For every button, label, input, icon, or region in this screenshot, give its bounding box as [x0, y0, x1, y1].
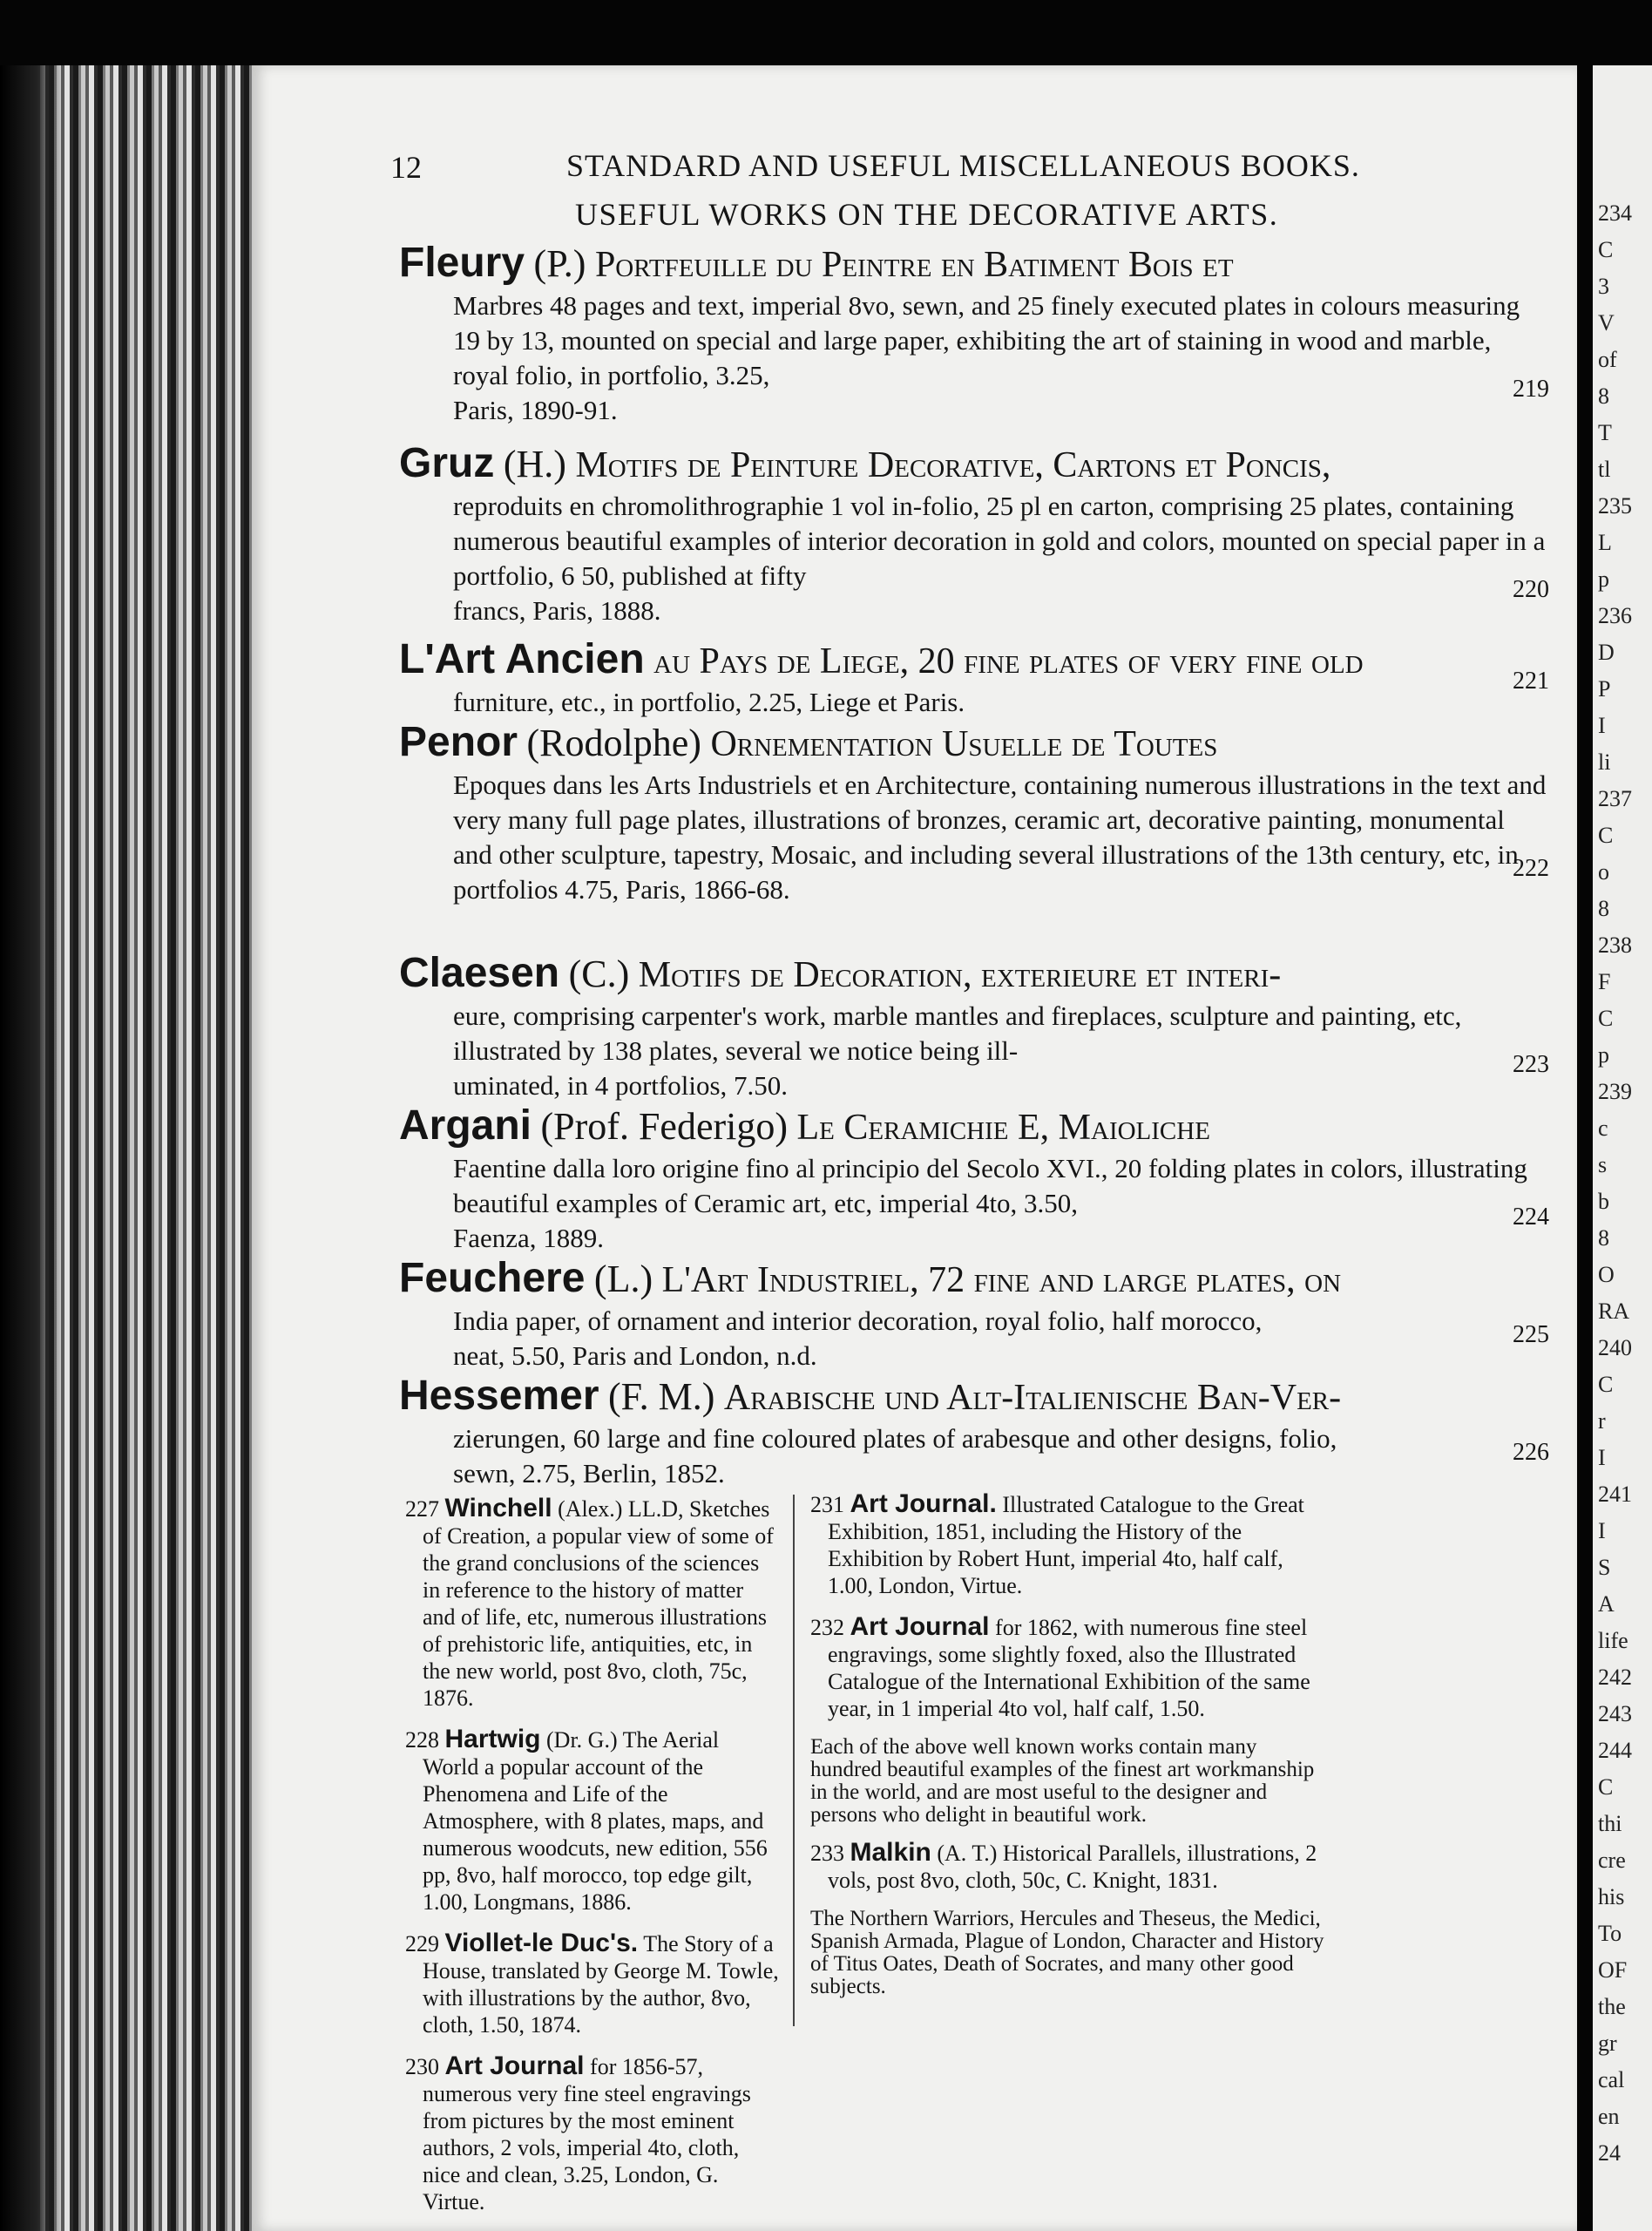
book-page: [253, 65, 1577, 2231]
entry-initials: (Rodolphe): [526, 722, 701, 764]
adjacent-page-text: C: [1598, 237, 1614, 262]
item-number: 228: [405, 1727, 439, 1753]
entry-place: uminated, in 4 portfolios, 7.50.: [453, 1070, 789, 1101]
adjacent-page-text: s: [1598, 1152, 1608, 1177]
item-title: Malkin: [850, 1838, 931, 1867]
entry-title: Ornementation Usuelle de Toutes: [710, 724, 1218, 764]
entry-number: 226: [1513, 1439, 1549, 1466]
entry-body: Marbres 48 pages and text, imperial 8vo, sewn, and 25 finely executed plates in colours measuring 19 by 13, mounted on special and large paper, exhibiting the art of staining in wood and marble, royal folio, in portfolio, 3.25,: [453, 290, 1520, 390]
item-text: (Alex.) LL.D, Sketches of Creation, a popular view of some of the grand conclusions of the sciences in reference to the history of matter and of life, etc, numerous illustrations of prehistoric life, antiquities, etc, in the new world, post 8vo, cloth, 75c, 1876.: [423, 1496, 774, 1711]
entry-220: [399, 440, 1549, 628]
entry-place: portfolios 4.75, Paris, 1866-68.: [453, 874, 790, 905]
entry-223: [399, 950, 1549, 1103]
entry-initials: (P.): [533, 242, 586, 285]
adjacent-page-text: thi: [1598, 1811, 1622, 1836]
left-column: [405, 1495, 780, 2229]
item-title: Winchell: [444, 1494, 552, 1522]
adjacent-page-text: O: [1598, 1262, 1615, 1287]
adjacent-page-text: en: [1598, 2104, 1620, 2129]
item-number: 230: [405, 2054, 439, 2079]
entry-initials: (F. M.): [608, 1375, 715, 1418]
adjacent-page-text: 236: [1598, 603, 1632, 628]
page-number: 12: [390, 150, 422, 185]
entry-body: eure, comprising carpenter's work, marble mantles and fireplaces, sculpture and painting, etc, illustrated by 138 plates, several we notice being ill-: [453, 1000, 1462, 1066]
adjacent-page-text: o: [1598, 859, 1609, 885]
adjacent-page-text: RA: [1598, 1299, 1630, 1324]
entry-author: Hessemer: [399, 1373, 599, 1419]
entry-number: 225: [1513, 1321, 1549, 1348]
entry-body: zierungen, 60 large and fine coloured plates of arabesque and other designs, folio,: [453, 1423, 1337, 1454]
adjacent-page-text: S: [1598, 1555, 1611, 1580]
entry-author: Gruz: [399, 440, 495, 486]
item-title: Viollet-le Duc's.: [444, 1929, 639, 1957]
entry-222: [399, 719, 1549, 907]
entry-place: francs, Paris, 1888.: [453, 595, 661, 626]
adjacent-page-text: I: [1598, 1518, 1606, 1543]
entry-body: reproduits en chromolithrographie 1 vol in-folio, 25 pl en carton, comprising 25 plates, containing numerous beautiful examples of interior decoration in gold and colors, mounted on special paper in a portfolio, 6 50, published at fifty: [453, 491, 1546, 591]
adjacent-page-text: T: [1598, 420, 1612, 445]
item-title: Hartwig: [444, 1725, 541, 1753]
entry-author: Claesen: [399, 950, 560, 996]
entry-title: Arabische und Alt-Italienische Ban-Ver-: [723, 1378, 1342, 1418]
adjacent-page-text: C: [1598, 823, 1614, 848]
adjacent-page-text: P: [1598, 676, 1611, 702]
adjacent-page-text: A: [1598, 1591, 1615, 1617]
adjacent-page-text: tl: [1598, 457, 1611, 482]
item-title: Art Journal: [850, 1612, 990, 1641]
adjacent-page-text: 239: [1598, 1079, 1632, 1104]
entry-place: sewn, 2.75, Berlin, 1852.: [453, 1458, 725, 1488]
entry-219: [399, 240, 1549, 428]
entry-title: Motifs de Peinture Decorative, Cartons et Poncis,: [575, 445, 1331, 485]
entry-author: Argani: [399, 1102, 532, 1149]
column-divider: [793, 1495, 795, 2026]
adjacent-page-text: his: [1598, 1884, 1625, 1909]
adjacent-page-text: 240: [1598, 1335, 1632, 1360]
adjacent-page-text: D: [1598, 640, 1615, 665]
adjacent-page-text: 235: [1598, 493, 1632, 519]
item-text: (Dr. G.) The Aerial World a popular account of the Phenomena and Life of the Atmosphere, with 8 plates, maps, and numerous woodcuts, new edition, 556 pp, 8vo, half morocco, top edge gilt, 1.00, Longmans, 1886.: [423, 1727, 768, 1915]
adjacent-page-text: 238: [1598, 932, 1632, 958]
adjacent-page-text: 8: [1598, 896, 1609, 921]
list-item: [405, 1726, 780, 1916]
item-text: Illustrated Catalogue to the Great Exhibition, 1851, including the History of the Exhibition by Robert Hunt, imperial 4to, half calf, 1.00, London, Virtue.: [828, 1492, 1304, 1598]
item-number: 232: [810, 1615, 844, 1640]
entry-224: [399, 1102, 1549, 1256]
adjacent-page-text: 8: [1598, 383, 1609, 409]
entry-initials: (L.): [593, 1258, 653, 1300]
list-item: [810, 1490, 1324, 1599]
adjacent-page-fragment: [1593, 65, 1652, 2231]
item-number: 233: [810, 1841, 844, 1866]
item-text: for 1856-57, numerous very fine steel engravings from pictures by the most eminent authors, 2 vols, imperial 4to, cloth, nice and clean, 3.25, London, G. Virtue.: [423, 2054, 751, 2214]
adjacent-page-text: 24: [1598, 2140, 1621, 2166]
entry-number: 222: [1513, 855, 1549, 882]
entry-number: 219: [1513, 376, 1549, 403]
adjacent-page-text: To: [1598, 1921, 1622, 1946]
entry-author: Penor: [399, 719, 518, 765]
list-item: [405, 2052, 780, 2215]
list-item: [810, 1613, 1324, 1722]
adjacent-page-text: V: [1598, 310, 1615, 336]
entry-number: 221: [1513, 668, 1549, 695]
entry-number: 223: [1513, 1051, 1549, 1078]
book-page-edges: [0, 65, 261, 2231]
adjacent-page-text: life: [1598, 1628, 1628, 1653]
entry-body: Epoques dans les Arts Industriels et en Architecture, containing numerous illustrations in the text and very many full page plates, illustrations of bronzes, ceramic art, decorative painting, monumental and other sculpture, tapestry, Mosaic, and including several illustrations of the 13th century, etc, in: [453, 770, 1547, 870]
entry-title: au Pays de Liege, 20 fine plates of very fine old: [653, 641, 1364, 682]
note-text: Each of the above well known works contain many hundred beautiful examples of the finest art workmanship in the world, and are most useful to the designer and persons who delight in beautiful work.: [810, 1735, 1315, 1827]
entry-title: Le Ceramichie E, Maioliche: [796, 1108, 1210, 1148]
entry-title: L'Art Industriel, 72 fine and large plates, on: [661, 1260, 1342, 1300]
entry-initials: (H.): [503, 443, 566, 485]
entry-body: India paper, of ornament and interior decoration, royal folio, half morocco,: [453, 1305, 1263, 1336]
list-item: [405, 1495, 780, 1712]
entry-body: Faentine dalla loro origine fino al principio del Secolo XVI., 20 folding plates in colors, illustrating beautiful examples of Ceramic art, etc, imperial 4to, 3.50,: [453, 1153, 1527, 1218]
entry-number: 224: [1513, 1204, 1549, 1231]
item-text: The Story of a House, translated by George M. Towle, with illustrations by the author, 8vo, cloth, 1.50, 1874.: [423, 1931, 779, 2038]
adjacent-page-text: I: [1598, 713, 1606, 738]
item-number: 231: [810, 1492, 844, 1517]
entry-226: [399, 1373, 1549, 1491]
adjacent-page-text: C: [1598, 1372, 1614, 1397]
adjacent-page-text: c: [1598, 1116, 1608, 1141]
list-item: [810, 1839, 1324, 1894]
adjacent-page-text: I: [1598, 1445, 1606, 1470]
item-text: (A. T.) Historical Parallels, illustrations, 2 vols, post 8vo, cloth, 50c, C. Knight, 1831.: [828, 1841, 1317, 1893]
entry-221: [399, 636, 1549, 720]
list-item: [405, 1929, 780, 2038]
adjacent-page-text: F: [1598, 969, 1611, 994]
adjacent-page-text: OF: [1598, 1957, 1628, 1983]
adjacent-page-text: C: [1598, 1006, 1614, 1031]
adjacent-page-text: cal: [1598, 2067, 1625, 2092]
entry-author: Feuchere: [399, 1255, 586, 1301]
entry-author: L'Art Ancien: [399, 636, 645, 682]
adjacent-page-text: C: [1598, 1774, 1614, 1800]
adjacent-page-text: b: [1598, 1189, 1609, 1214]
item-number: 229: [405, 1931, 439, 1956]
adjacent-page-text: the: [1598, 1994, 1626, 2019]
entry-title: Motifs de Decoration, exterieure et interi-: [638, 955, 1282, 995]
adjacent-page-text: 3: [1598, 274, 1609, 299]
adjacent-page-text: gr: [1598, 2031, 1617, 2056]
entry-title: Portfeuille du Peintre en Batiment Bois et: [594, 245, 1234, 285]
adjacent-page-text: 244: [1598, 1738, 1632, 1763]
running-head: STANDARD AND USEFUL MISCELLANEOUS BOOKS.: [566, 148, 1360, 183]
item-number: 227: [405, 1496, 439, 1522]
adjacent-page-text: 237: [1598, 786, 1632, 811]
note-text: The Northern Warriors, Hercules and Theseus, the Medici, Spanish Armada, Plague of London, Character and History of Titus Oates, Death of Socrates, and many other good subjects.: [810, 1907, 1324, 1998]
adjacent-page-text: 242: [1598, 1665, 1632, 1690]
entry-place: neat, 5.50, Paris and London, n.d.: [453, 1340, 817, 1371]
item-text: for 1862, with numerous fine steel engravings, some slightly foxed, also the Illustrated Catalogue of the International Exhibition of the same year, in 1 imperial 4to vol, half calf, 1.50.: [828, 1615, 1310, 1721]
adjacent-page-text: cre: [1598, 1848, 1626, 1873]
adjacent-page-text: L: [1598, 530, 1612, 555]
entry-initials: (C.): [568, 953, 630, 995]
entry-place: furniture, etc., in portfolio, 2.25, Liege et Paris.: [453, 687, 965, 717]
item-title: Art Journal: [444, 2051, 585, 2080]
section-title: USEFUL WORKS ON THE DECORATIVE ARTS.: [575, 197, 1279, 232]
adjacent-page-text: 241: [1598, 1482, 1632, 1507]
adjacent-page-text: of: [1598, 347, 1617, 372]
entry-place: Faenza, 1889.: [453, 1223, 605, 1253]
adjacent-page-text: li: [1598, 749, 1611, 775]
adjacent-page-text: p: [1598, 566, 1609, 592]
adjacent-page-text: 234: [1598, 200, 1632, 226]
adjacent-page-text: 243: [1598, 1701, 1632, 1726]
adjacent-page-text: 8: [1598, 1225, 1609, 1251]
item-title: Art Journal.: [850, 1489, 997, 1518]
entry-225: [399, 1255, 1549, 1373]
adjacent-page-text: p: [1598, 1042, 1609, 1068]
entry-number: 220: [1513, 576, 1549, 603]
adjacent-page-text: r: [1598, 1408, 1606, 1434]
entry-author: Fleury: [399, 240, 525, 286]
entry-place: Paris, 1890-91.: [453, 395, 618, 425]
entry-initials: (Prof. Federigo): [540, 1105, 789, 1148]
right-column: [810, 1490, 1324, 2011]
